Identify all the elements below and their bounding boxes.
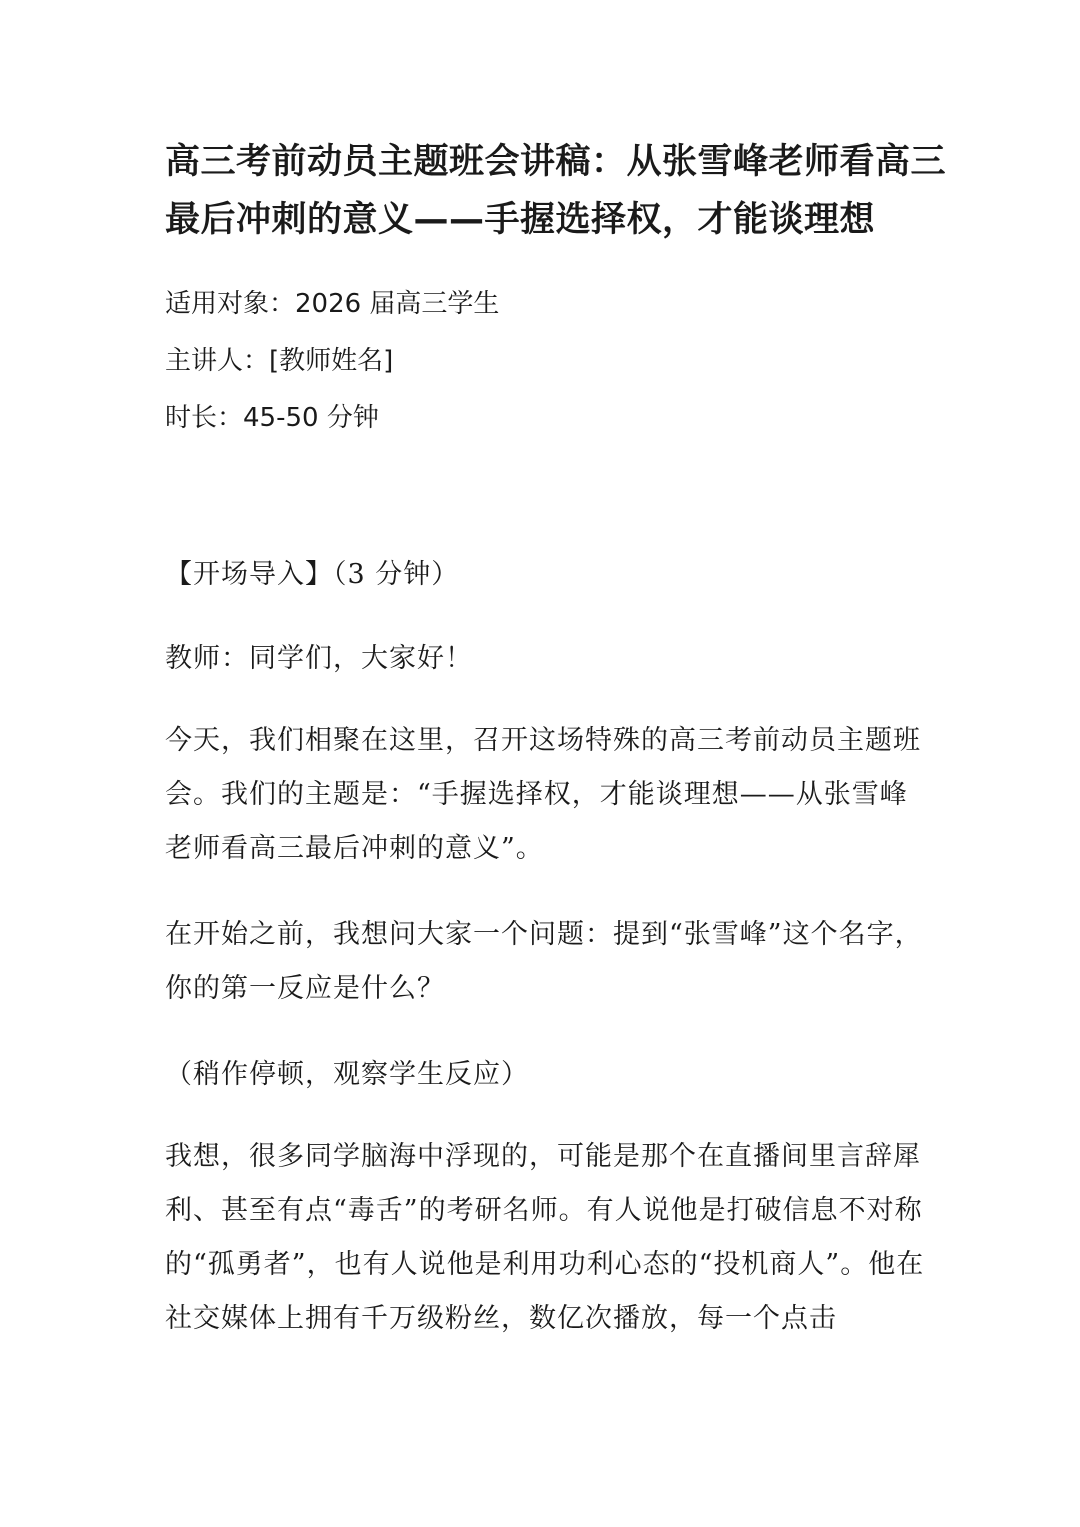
paragraph: 我想，很多同学脑海中浮现的，可能是那个在直播间里言辞犀利、甚至有点“毒舌”的考研名师。有人说他是打破信息不对称的“孤勇者”，也有人说他是利用功利心态的“投机商人”。他在社交媒体上拥有千万级粉丝，数亿次播放，每一个点击	[165, 1141, 925, 1334]
section-heading: 【开场导入】（3 分钟）	[165, 559, 460, 590]
duration-line: 时长：45-50 分钟	[165, 403, 379, 433]
document-meta	[165, 276, 499, 447]
paragraph: 在开始之前，我想问大家一个问题：提到“张雪峰”这个名字，你的第一反应是什么？	[165, 919, 923, 1004]
speaker-line: 主讲人：[教师姓名]	[165, 346, 394, 376]
paragraph: （稍作停顿，观察学生反应）	[165, 1059, 529, 1090]
paragraph: 教师：同学们，大家好！	[165, 643, 473, 674]
paragraph: 今天，我们相聚在这里，召开这场特殊的高三考前动员主题班会。我们的主题是：“手握选择权，才能谈理想——从张雪峰老师看高三最后冲刺的意义”。	[165, 725, 921, 864]
audience-line: 适用对象：2026 届高三学生	[165, 289, 500, 319]
document-title: 高三考前动员主题班会讲稿：从张雪峰老师看高三最后冲刺的意义——手握选择权，才能谈理想	[165, 142, 947, 240]
